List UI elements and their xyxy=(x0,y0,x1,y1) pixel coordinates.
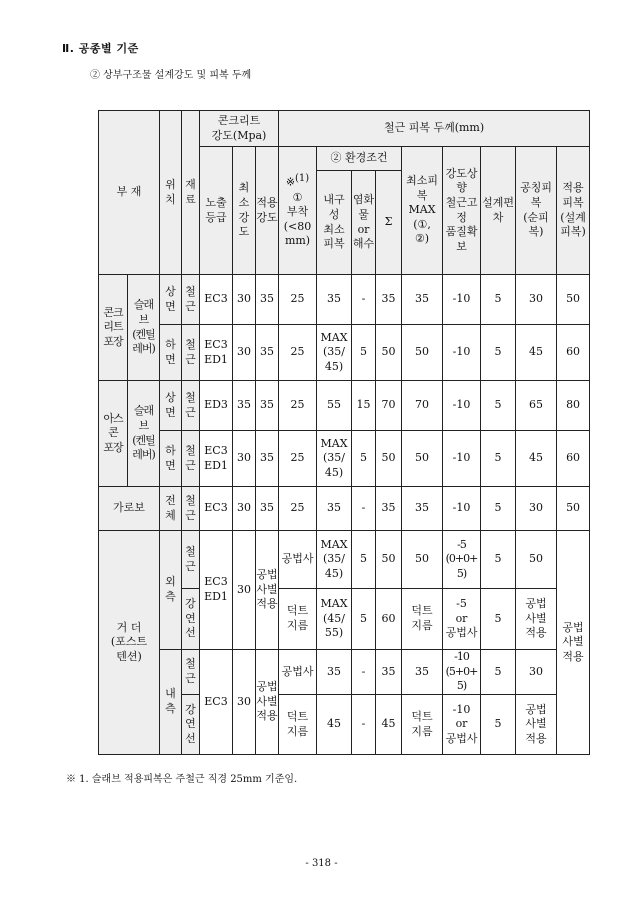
cell-attachment: 25 xyxy=(279,381,317,431)
material-rebar: 철 근 xyxy=(182,487,200,531)
cell-exposure: EC3 ED1 xyxy=(200,531,233,650)
cell-applied-strength: 35 xyxy=(256,487,279,531)
material-rebar: 철 근 xyxy=(182,381,200,431)
cell-nominal: 공법 사별 적용 xyxy=(516,589,557,650)
member-slab: 슬래 브 (켄틸 레버) xyxy=(128,381,160,487)
cell-nominal: 공법 사별 적용 xyxy=(516,695,557,755)
cell-exposure: EC3 xyxy=(200,487,233,531)
cell-min-strength: 30 xyxy=(233,487,256,531)
cell-sum: 50 xyxy=(376,325,402,381)
cell-sum: 35 xyxy=(376,487,402,531)
cell-quality: -10 xyxy=(443,275,481,325)
cell-quality: -10 xyxy=(443,381,481,431)
material-rebar: 철 근 xyxy=(182,431,200,487)
cell-min-strength: 30 xyxy=(233,431,256,487)
cell-min-cover-max: 50 xyxy=(402,531,443,589)
group-asphalt-pavement: 아스 콘 포장 xyxy=(99,381,128,487)
material-rebar: 철 근 xyxy=(182,531,200,589)
cell-durability: MAX (35/ 45) xyxy=(317,431,352,487)
table-row xyxy=(99,650,590,695)
subsection-heading: ② 상부구조물 설계강도 및 피복 두께 xyxy=(90,70,252,81)
position-bottom: 하 면 xyxy=(160,325,182,381)
material-strand: 강 연 선 xyxy=(182,695,200,755)
cell-sum: 50 xyxy=(376,531,402,589)
cell-sum: 35 xyxy=(376,650,402,695)
cell-tolerance: 5 xyxy=(481,381,516,431)
cell-tolerance: 5 xyxy=(481,531,516,589)
cell-applied-cover: 50 xyxy=(557,275,590,325)
cell-sum: 35 xyxy=(376,275,402,325)
header-min-cover-max: 최소피 복 MAX (①, ②) xyxy=(402,147,443,275)
header-position: 위 치 xyxy=(160,111,182,275)
cell-chloride: - xyxy=(352,650,376,695)
cell-min-cover-max: 덕트 지름 xyxy=(402,589,443,650)
cell-applied-cover: 80 xyxy=(557,381,590,431)
cell-nominal: 65 xyxy=(516,381,557,431)
header-attachment-mark: ※ xyxy=(285,176,296,190)
header-design-tolerance: 설계편 차 xyxy=(481,147,516,275)
header-attachment-sup: (1) xyxy=(295,173,310,185)
cell-applied-cover: 공법 사별 적용 xyxy=(557,531,590,755)
position-top: 상 면 xyxy=(160,381,182,431)
table-row xyxy=(99,531,590,589)
cell-min-cover-max: 덕트 지름 xyxy=(402,695,443,755)
cell-sum: 50 xyxy=(376,431,402,487)
material-rebar: 철 근 xyxy=(182,650,200,695)
cell-exposure: EC3 ED1 xyxy=(200,431,233,487)
cell-chloride: - xyxy=(352,695,376,755)
material-rebar: 철 근 xyxy=(182,325,200,381)
cell-min-strength: 30 xyxy=(233,275,256,325)
header-attachment xyxy=(279,147,317,275)
cell-quality: -5 (0+0+5) xyxy=(443,531,481,589)
header-member: 부 재 xyxy=(99,111,160,275)
cell-chloride: 5 xyxy=(352,589,376,650)
cell-durability: 35 xyxy=(317,650,352,695)
cell-sum: 70 xyxy=(376,381,402,431)
cell-nominal: 50 xyxy=(516,531,557,589)
cell-attachment: 25 xyxy=(279,325,317,381)
position-outer: 외 측 xyxy=(160,531,182,650)
cell-applied-cover: 60 xyxy=(557,431,590,487)
header-chloride: 염화 물 or 해수 xyxy=(352,171,376,275)
position-all: 전 체 xyxy=(160,487,182,531)
material-strand: 강 연 선 xyxy=(182,589,200,650)
cell-attachment: 덕트 지름 xyxy=(279,589,317,650)
cell-exposure: ED3 xyxy=(200,381,233,431)
cell-quality: -10 xyxy=(443,325,481,381)
cell-chloride: - xyxy=(352,487,376,531)
cell-durability: MAX (35/ 45) xyxy=(317,325,352,381)
cell-min-cover-max: 50 xyxy=(402,325,443,381)
cell-exposure: EC3 xyxy=(200,650,233,755)
cell-tolerance: 5 xyxy=(481,589,516,650)
cell-min-cover-max: 50 xyxy=(402,431,443,487)
cell-chloride: 5 xyxy=(352,431,376,487)
cell-quality: -10 xyxy=(443,487,481,531)
table-row xyxy=(99,275,590,325)
cell-sum: 60 xyxy=(376,589,402,650)
cell-chloride: - xyxy=(352,275,376,325)
header-environment: ② 환경조건 xyxy=(317,147,402,171)
cell-exposure: EC3 ED1 xyxy=(200,325,233,381)
cell-applied-strength: 35 xyxy=(256,431,279,487)
cell-applied-strength: 35 xyxy=(256,325,279,381)
cell-attachment: 25 xyxy=(279,431,317,487)
cell-nominal: 30 xyxy=(516,275,557,325)
cell-nominal: 30 xyxy=(516,650,557,695)
group-concrete-pavement: 콘크 리트 포장 xyxy=(99,275,128,381)
table-row xyxy=(99,325,590,381)
cell-min-cover-max: 35 xyxy=(402,650,443,695)
header-nominal-cover: 공칭피 복 (순피 복) xyxy=(516,147,557,275)
header-material: 재 료 xyxy=(182,111,200,275)
header-min-strength: 최 소 강 도 xyxy=(233,147,256,275)
cell-tolerance: 5 xyxy=(481,487,516,531)
cell-applied-strength: 공법 사별 적용 xyxy=(256,650,279,755)
position-inner: 내 측 xyxy=(160,650,182,755)
cell-nominal: 45 xyxy=(516,325,557,381)
table-row xyxy=(99,381,590,431)
header-concrete-strength: 콘크리트 강도(Mpa) xyxy=(200,111,279,147)
cell-quality: -5 or 공법사 xyxy=(443,589,481,650)
cell-min-strength: 30 xyxy=(233,531,256,650)
cell-applied-strength: 공법 사별 적용 xyxy=(256,531,279,650)
cell-tolerance: 5 xyxy=(481,275,516,325)
cell-chloride: 5 xyxy=(352,325,376,381)
header-applied-cover: 적용 피복 (설계 피복) xyxy=(557,147,590,275)
cell-attachment: 덕트 지름 xyxy=(279,695,317,755)
cell-min-cover-max: 70 xyxy=(402,381,443,431)
member-girder: 거 더 (포스트 텐션) xyxy=(99,531,160,755)
cell-quality: -10 (5+0+5) xyxy=(443,650,481,695)
cell-min-strength: 35 xyxy=(233,381,256,431)
header-applied-strength: 적용 강도 xyxy=(256,147,279,275)
position-top: 상 면 xyxy=(160,275,182,325)
member-slab: 슬래 브 (켄틸 레버) xyxy=(128,275,160,381)
cell-tolerance: 5 xyxy=(481,325,516,381)
cell-tolerance: 5 xyxy=(481,695,516,755)
header-sum: Σ xyxy=(376,171,402,275)
cell-applied-strength: 35 xyxy=(256,275,279,325)
cell-quality: -10 or 공법사 xyxy=(443,695,481,755)
header-exposure-class: 노출 등급 xyxy=(200,147,233,275)
section-heading: Ⅱ. 공종별 기준 xyxy=(62,42,139,55)
header-durability: 내구 성 최소 피복 xyxy=(317,171,352,275)
cell-applied-cover: 60 xyxy=(557,325,590,381)
cell-attachment: 25 xyxy=(279,275,317,325)
table-row xyxy=(99,487,590,531)
cell-exposure: EC3 xyxy=(200,275,233,325)
cell-nominal: 45 xyxy=(516,431,557,487)
cell-min-cover-max: 35 xyxy=(402,487,443,531)
cell-min-cover-max: 35 xyxy=(402,275,443,325)
cell-attachment: 25 xyxy=(279,487,317,531)
cell-min-strength: 30 xyxy=(233,650,256,755)
cell-quality: -10 xyxy=(443,431,481,487)
position-bottom: 하 면 xyxy=(160,431,182,487)
material-rebar: 철 근 xyxy=(182,275,200,325)
table-row xyxy=(99,431,590,487)
footnote: ※ 1. 슬래브 적용피복은 주철근 직경 25mm 기준임. xyxy=(66,774,298,785)
cell-durability: 55 xyxy=(317,381,352,431)
cell-durability: MAX (35/ 45) xyxy=(317,531,352,589)
cell-applied-strength: 35 xyxy=(256,381,279,431)
cell-durability: 45 xyxy=(317,695,352,755)
cell-durability: MAX (45/ 55) xyxy=(317,589,352,650)
cell-tolerance: 5 xyxy=(481,650,516,695)
header-rebar-cover: 철근 피복 두께(mm) xyxy=(279,111,590,147)
cell-min-strength: 30 xyxy=(233,325,256,381)
cell-attachment: 공법사 xyxy=(279,531,317,589)
cell-applied-cover: 50 xyxy=(557,487,590,531)
cell-durability: 35 xyxy=(317,275,352,325)
cell-tolerance: 5 xyxy=(481,431,516,487)
cell-chloride: 15 xyxy=(352,381,376,431)
cell-durability: 35 xyxy=(317,487,352,531)
header-quality: 강도상 향 철근고 정 품질확 보 xyxy=(443,147,481,275)
cell-nominal: 30 xyxy=(516,487,557,531)
header-attachment-body: ① 부착 (<80 mm) xyxy=(283,190,312,248)
design-strength-cover-table xyxy=(98,110,590,755)
cell-sum: 45 xyxy=(376,695,402,755)
cell-attachment: 공법사 xyxy=(279,650,317,695)
page-number: - 318 - xyxy=(305,858,338,869)
member-crossbeam: 가로보 xyxy=(99,487,160,531)
cell-chloride: 5 xyxy=(352,531,376,589)
